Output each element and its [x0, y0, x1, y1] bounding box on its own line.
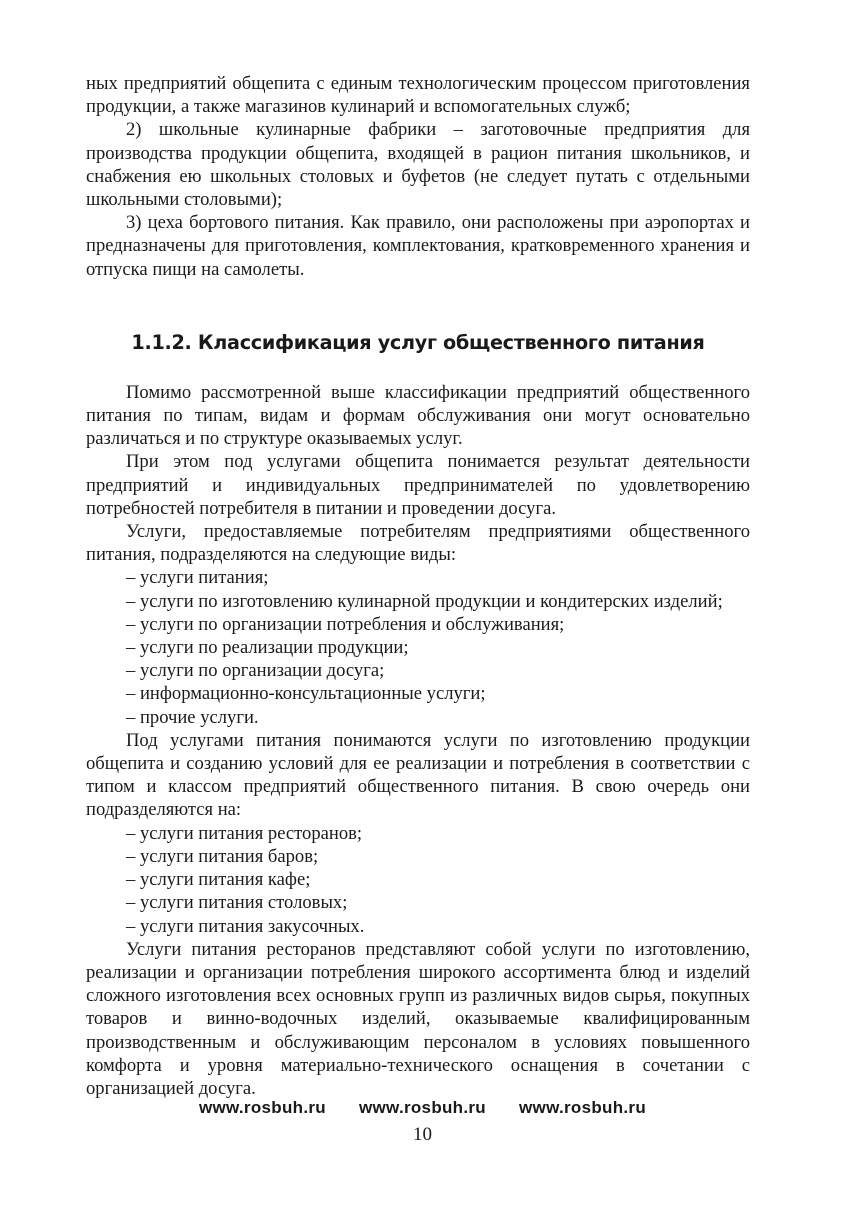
- footer-links: [0, 1098, 845, 1118]
- list-item: – услуги по реализации продукции;: [126, 637, 409, 659]
- intro-paragraph-continuation: ных предприятий общепита с единым технологическим процессом приготовления продукции, а также магазинов кулинарий и вспомогательных служб;: [86, 73, 750, 118]
- list-item: – прочие услуги.: [126, 706, 259, 728]
- list-item: – услуги питания ресторанов;: [126, 822, 363, 844]
- section-heading: 1.1.2. Классификация услуг общественного питания: [131, 330, 705, 354]
- restaurant-paragraph: Услуги питания ресторанов представляют собой услуги по изготовлению, реализации и организации потребления широкого ассортимента блюд и изделий сложного изготовления всех основных групп из различных видов сырья, покупных товаров и винно-водочных изделий, оказываемые квалифицированным производственным и обслуживающим персоналом в условиях повышенного комфорта и уровня материально-технического оснащения в сочетании с организацией досуга.: [86, 938, 750, 1099]
- food-services-paragraph: Под услугами питания понимаются услуги по изготовлению продукции общепита и созданию условий для ее реализации и потребления в соответствии с типом и классом предприятий общественного питания. В свою очередь они подразделяются на:: [86, 729, 750, 821]
- intro-paragraph-onboard-catering: 3) цеха бортового питания. Как правило, они расположены при аэропортах и предназначены для приготовления, комплектования, кратковременного хранения и отпуска пищи на самолеты.: [86, 212, 750, 280]
- page-content: [86, 72, 750, 1100]
- list-item: – услуги питания столовых;: [126, 892, 348, 914]
- list-item: – информационно-консультационные услуги;: [126, 683, 486, 705]
- list-item: – услуги питания закусочных.: [126, 915, 365, 937]
- section-paragraph: Помимо рассмотренной выше классификации предприятий общественного питания по типам, видам и формам обслуживания они могут основательно различаться и по структуре оказываемых услуг.: [86, 381, 750, 450]
- list-item: – услуги питания баров;: [126, 845, 319, 867]
- section-paragraph: При этом под услугами общепита понимается результат деятельности предприятий и индивидуальных предпринимателей по удовлетворению потребностей потребителя в питании и проведении досуга.: [86, 451, 750, 519]
- footer-link[interactable]: www.rosbuh.ru: [198, 1098, 326, 1117]
- page-number: 10: [413, 1124, 432, 1145]
- list-item: – услуги по организации досуга;: [126, 660, 385, 682]
- food-services-list: [86, 822, 750, 938]
- list-item: – услуги по изготовлению кулинарной продукции и кондитерских изделий;: [126, 590, 723, 612]
- service-types-list: [86, 566, 750, 728]
- list-item: – услуги питания;: [126, 567, 269, 589]
- footer-link[interactable]: www.rosbuh.ru: [359, 1098, 486, 1117]
- intro-paragraph-school-factories: 2) школьные кулинарные фабрики – заготовочные предприятия для производства продукции общепита, входящей в рацион питания школьников, и снабжения ею школьных столовых и буфетов (не следует путать с отдельными школьными столовыми);: [86, 119, 750, 211]
- list-item: – услуги питания кафе;: [126, 869, 311, 891]
- footer-link[interactable]: www.rosbuh.ru: [519, 1098, 647, 1117]
- section-paragraph: Услуги, предоставляемые потребителям предприятиями общественного питания, подразделяются на следующие виды:: [86, 521, 750, 566]
- list-item: – услуги по организации потребления и обслуживания;: [126, 613, 565, 635]
